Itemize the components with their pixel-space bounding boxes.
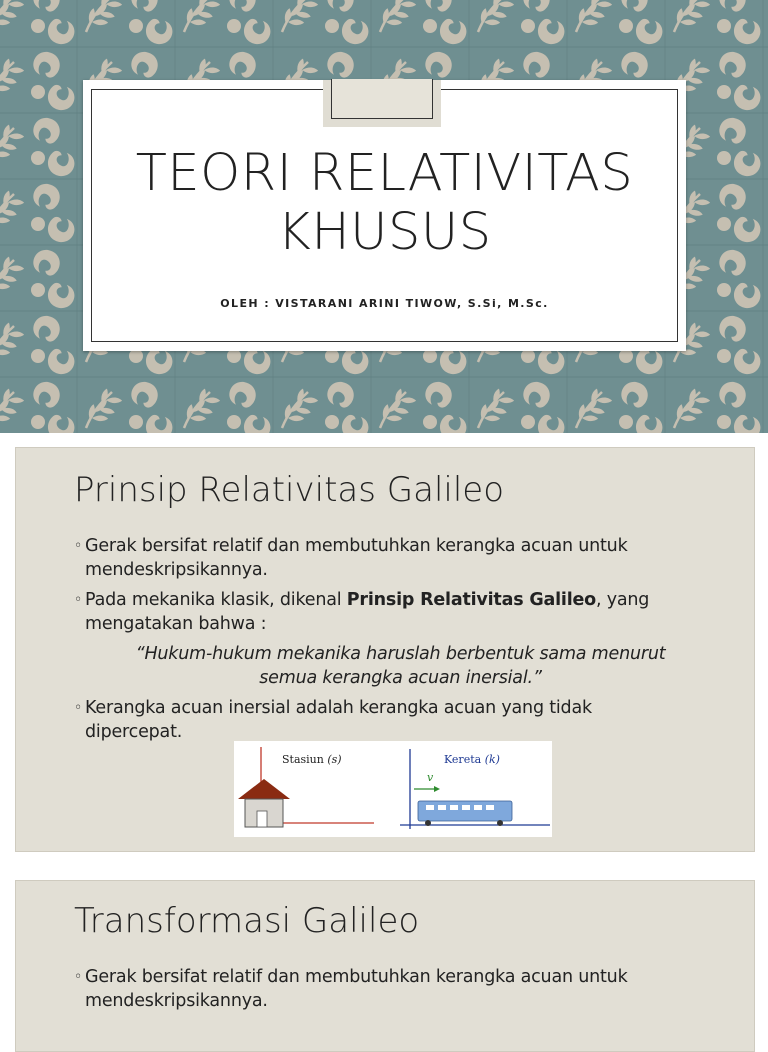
author-line: OLEH : VISTARANI ARINI TIWOW, S.Si, M.Sc. — [220, 297, 549, 310]
quote-text: Hukum-hukum mekanika haruslah berbentuk sama menurut semua kerangka acuan inersial. — [144, 644, 666, 688]
title-slide — [0, 0, 768, 433]
bullet-item — [74, 965, 694, 1013]
title-line-2: KHUSUS — [277, 203, 492, 262]
bullet-text-post: , yang mengatakan bahwa : — [85, 590, 650, 634]
quote-open: “ — [135, 644, 145, 664]
slide-heading: Prinsip Relativitas Galileo — [74, 470, 504, 510]
station-train-figure — [234, 741, 552, 837]
bullet-icon: ◦ — [74, 700, 83, 716]
slide-heading: Transformasi Galileo — [74, 901, 420, 941]
bullet-icon: ◦ — [74, 592, 83, 608]
slide-transformasi-galileo — [15, 880, 755, 1052]
title-line-1: TEORI RELATIVITAS — [135, 144, 634, 203]
station-house-icon — [238, 779, 290, 827]
bullet-text: Gerak bersifat relatif dan membutuhkan kerangka acuan untuk mendeskripsikannya. — [85, 536, 628, 580]
bullet-text-pre: Pada mekanika klasik, dikenal — [85, 590, 347, 610]
bullet-list — [74, 534, 694, 750]
bullet-item — [74, 696, 694, 744]
bullet-text: Gerak bersifat relatif dan membutuhkan kerangka acuan untuk mendeskripsikannya. — [85, 967, 628, 1011]
station-label: Stasiun (s) — [282, 753, 342, 766]
title-card — [83, 80, 686, 351]
train-icon — [418, 801, 512, 826]
quote-block — [114, 642, 676, 690]
bullet-item — [74, 588, 694, 636]
bullet-list — [74, 965, 694, 1019]
slide-prinsip-relativitas — [15, 447, 755, 852]
bullet-text: Kerangka acuan inersial adalah kerangka acuan yang tidak dipercepat. — [85, 698, 592, 742]
presentation-title — [83, 144, 686, 262]
quote-close: ” — [532, 668, 542, 688]
bullet-text-bold: Prinsip Relativitas Galileo — [346, 590, 596, 610]
bullet-item — [74, 534, 694, 582]
train-label: Kereta (k) — [444, 753, 500, 766]
velocity-label: v — [427, 771, 434, 784]
title-tab-decoration — [323, 80, 441, 127]
bullet-icon: ◦ — [74, 969, 83, 985]
bullet-icon: ◦ — [74, 538, 83, 554]
reference-frame-diagram — [234, 741, 552, 837]
